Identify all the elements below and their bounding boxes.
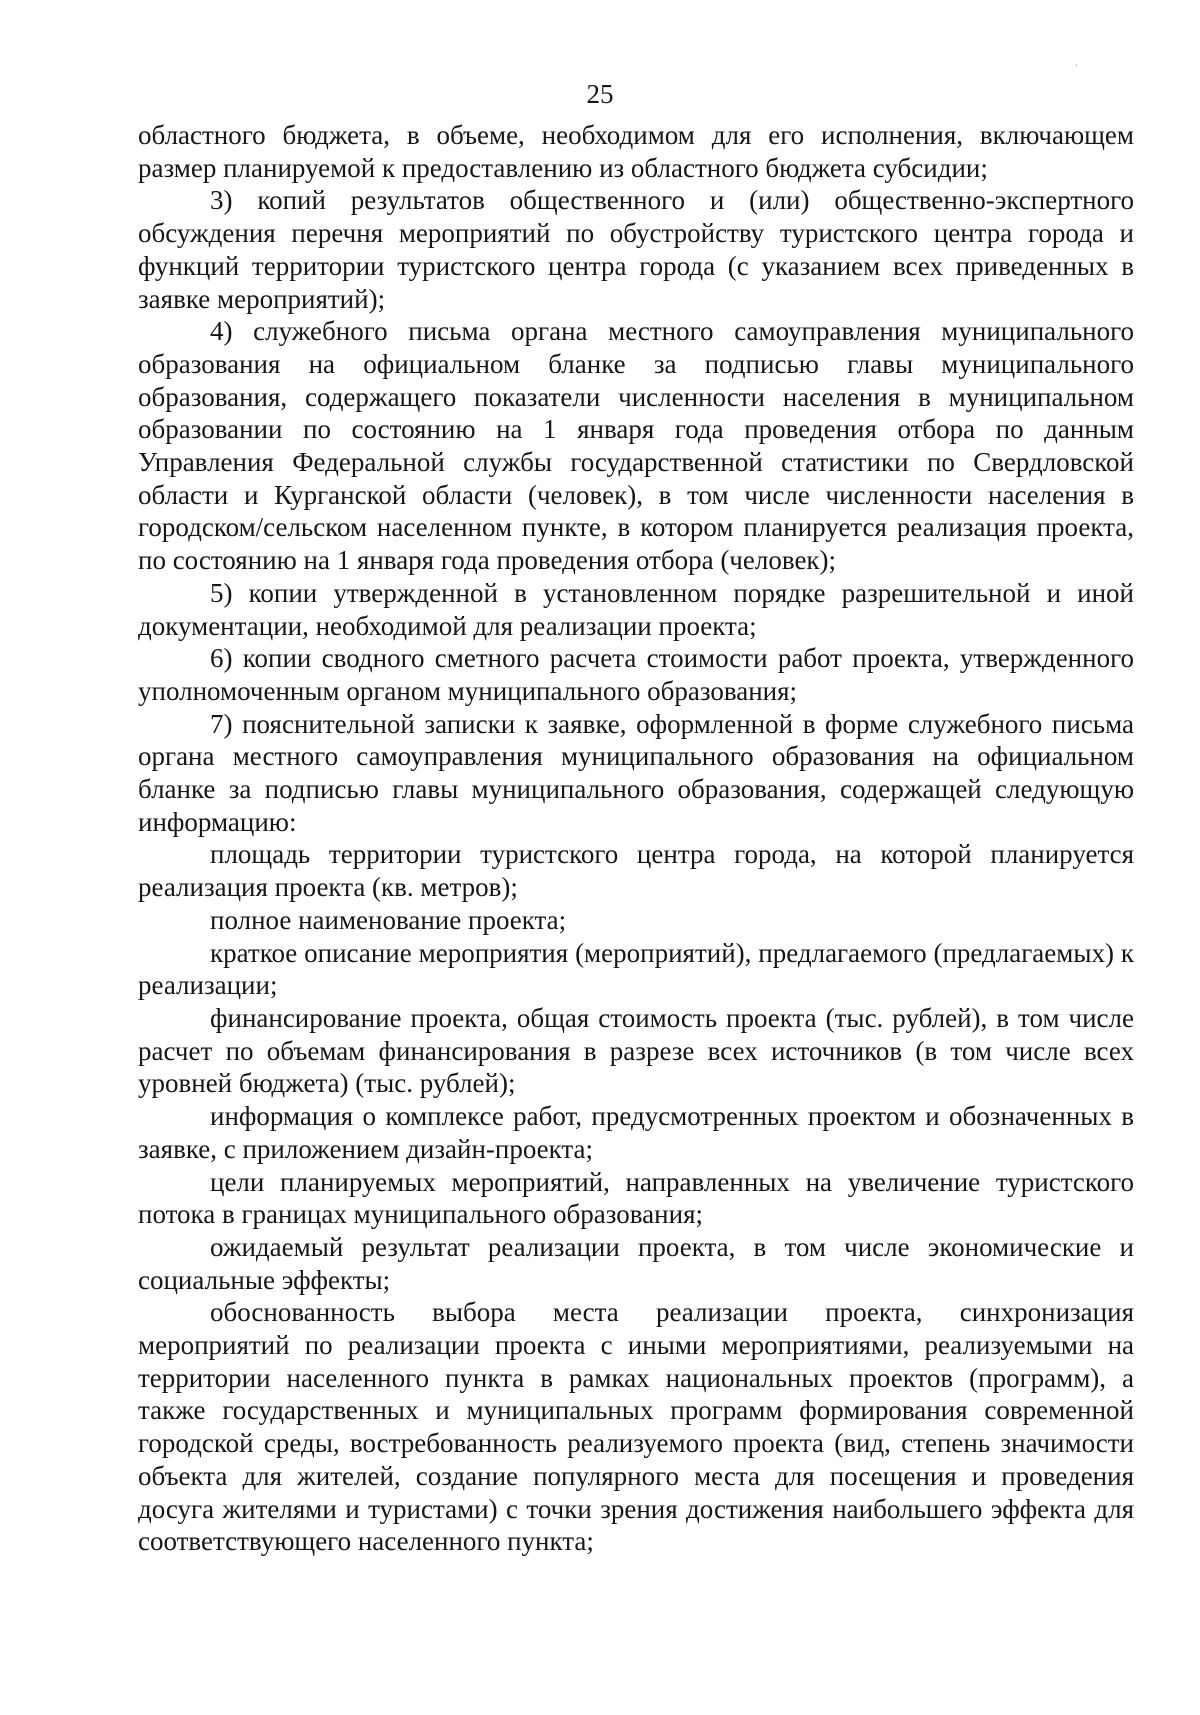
paragraph-item-7: 7) пояснительной записки к заявке, оформленной в форме служебного письма органа местного самоуправления муниципального образования на официальном бланке за подписью главы муниципального образования, содержащей следующую информацию: [138, 708, 1134, 837]
paragraph-works-info: информация о комплексе работ, предусмотренных проектом и обозначенных в заявке, с приложением дизайн-проекта; [138, 1101, 1134, 1164]
paragraph-continuation: областного бюджета, в объеме, необходимом для его исполнения, включающем размер планируемой к предоставлению из областного бюджета субсидии; [138, 120, 1134, 183]
paragraph-item-4: 4) служебного письма органа местного самоуправления муниципального образования на официальном бланке за подписью главы муниципального образования, содержащего показатели численности населения в муниципальном образовании по состоянию на 1 января года проведения отбора по данным Управления Федеральной службы государственной статистики по Свердловской области и Курганской области (человек), в том числе численности населения в городском/сельском населенном пункте, в котором планируется реализация проекта, по состоянию на 1 января года проведения отбора (человек); [138, 316, 1134, 576]
paragraph-project-name: полное наименование проекта; [210, 904, 567, 935]
paragraph-justification: обоснованность выбора места реализации проекта, синхронизация мероприятий по реализации проекта с иными мероприятиями, реализуемыми на территории населенного пункта в рамках национальных проектов (программ), а также государственных и муниципальных программ формирования современной городской среды, востребованность реализуемого проекта (вид, степень значимости объекта для жителей, создание популярного места для посещения и проведения досуга жителями и туристами) с точки зрения достижения наибольшего эффекта для соответствующего населенного пункта; [138, 1297, 1134, 1557]
paragraph-brief-description: краткое описание мероприятия (мероприятий), предлагаемого (предлагаемых) к реализации; [138, 937, 1134, 1001]
paragraph-item-3: 3) копий результатов общественного и (или) общественно-экспертного обсуждения перечня мероприятий по обустройству туристского центра города и функций территории туристского центра города (с указанием всех приведенных в заявке мероприятий); [138, 185, 1134, 314]
page-number: 25 [586, 79, 614, 109]
paragraph-goals: цели планируемых мероприятий, направленных на увеличение туристского потока в границах муниципального образования; [138, 1166, 1134, 1230]
paragraph-item-6: 6) копии сводного сметного расчета стоимости работ проекта, утвержденного уполномоченным органом муниципального образования; [138, 643, 1134, 706]
paragraph-financing: финансирование проекта, общая стоимость проекта (тыс. рублей), в том числе расчет по объемам финансирования в разрезе всех источников (в том числе всех уровней бюджета) (тыс. рублей); [138, 1002, 1134, 1099]
paragraph-territory-area: площадь территории туристского центра города, на которой планируется реализация проекта (кв. метров); [138, 839, 1134, 903]
paragraph-item-5: 5) копии утвержденной в установленном порядке разрешительной и иной документации, необходимой для реализации проекта; [138, 577, 1134, 641]
paragraph-expected-result: ожидаемый результат реализации проекта, в том числе экономические и социальные эффекты; [138, 1231, 1134, 1295]
document-body [138, 119, 1134, 1558]
scan-artifact [1076, 64, 1077, 66]
